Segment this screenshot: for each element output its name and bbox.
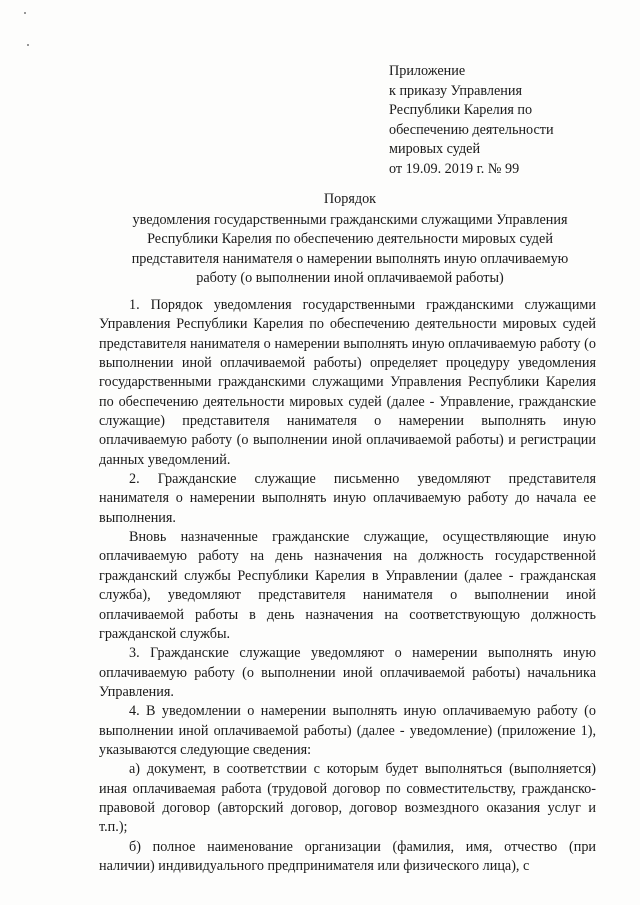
body-paragraph: а) документ, в соответствии с которым будет выполняться (выполняется) иная оплачиваемая работа (трудовой договор по совместительству, гражданско-правовой договор (авторский договор, договор возмездного оказания услуг и т.п.); <box>99 761 596 836</box>
body-paragraph: 2. Гражданские служащие письменно уведомляют представителя нанимателя о намерении выполнять иную оплачиваемую работу до начала ее выполнения. <box>99 471 596 526</box>
appendix-line: Республики Карелия по <box>389 102 533 119</box>
appendix-line: от 19.09. 2019 г. № 99 <box>389 160 520 177</box>
title-subtitle-line: представителя нанимателя о намерении выполнять иную оплачиваемую <box>131 250 569 267</box>
document-body <box>99 296 596 876</box>
scan-speck <box>27 44 29 46</box>
appendix-line: к приказу Управления <box>389 82 523 99</box>
appendix-header <box>389 62 619 180</box>
body-paragraph: 4. В уведомлении о намерении выполнять иную оплачиваемую работу (о выполнении иной оплачиваемой работы) (далее - уведомление) (приложение 1), указываются следующие сведения: <box>99 703 596 758</box>
appendix-line: мировых судей <box>389 141 481 158</box>
scan-speck <box>24 12 26 14</box>
title-subtitle-line: уведомления государственными гражданскими служащими Управления <box>132 211 568 228</box>
title-heading: Порядок <box>323 191 377 207</box>
title-subtitle-line: работу (о выполнении иной оплачиваемой работы) <box>196 270 504 287</box>
title-subtitle-line: Республики Карелия по обеспечению деятельности мировых судей <box>147 231 553 248</box>
appendix-line: Приложение <box>389 63 466 79</box>
body-paragraph: б) полное наименование организации (фамилия, имя, отчество (при наличии) индивидуального предпринимателя или физического лица), с <box>99 838 596 874</box>
body-paragraph: 3. Гражданские служащие уведомляют о намерении выполнять иную оплачиваемую работу (о выполнении иной оплачиваемой работы) начальника Управления. <box>99 645 596 700</box>
appendix-line: обеспечению деятельности <box>389 121 554 138</box>
body-paragraph: 1. Порядок уведомления государственными гражданскими служащими Управления Республики Карелия по обеспечению деятельности мировых судей представителя нанимателя о намерении выполнять иную оплачиваемую работу (о выполнении иной оплачиваемой работы) определяет процедуру уведомления государственными гражданскими служащими Управления Республики Карелия по обеспечению деятельности мировых судей (далее - Управление, гражданские служащие) представителя нанимателя о намерении выполнять иную оплачиваемую работу (о выполнении иной оплачиваемой работы) и регистрации данных уведомлений. <box>99 297 596 468</box>
body-paragraph: Вновь назначенные гражданские служащие, осуществляющие иную оплачиваемую работу на день назначения на должность государственной гражданский службы Республики Карелия в Управлении (далее - гражданская служба), уведомляют представителя нанимателя о выполнении иной оплачиваемой работы в день назначения на соответствующую должность гражданской службы. <box>99 529 596 642</box>
document-title <box>100 190 600 289</box>
